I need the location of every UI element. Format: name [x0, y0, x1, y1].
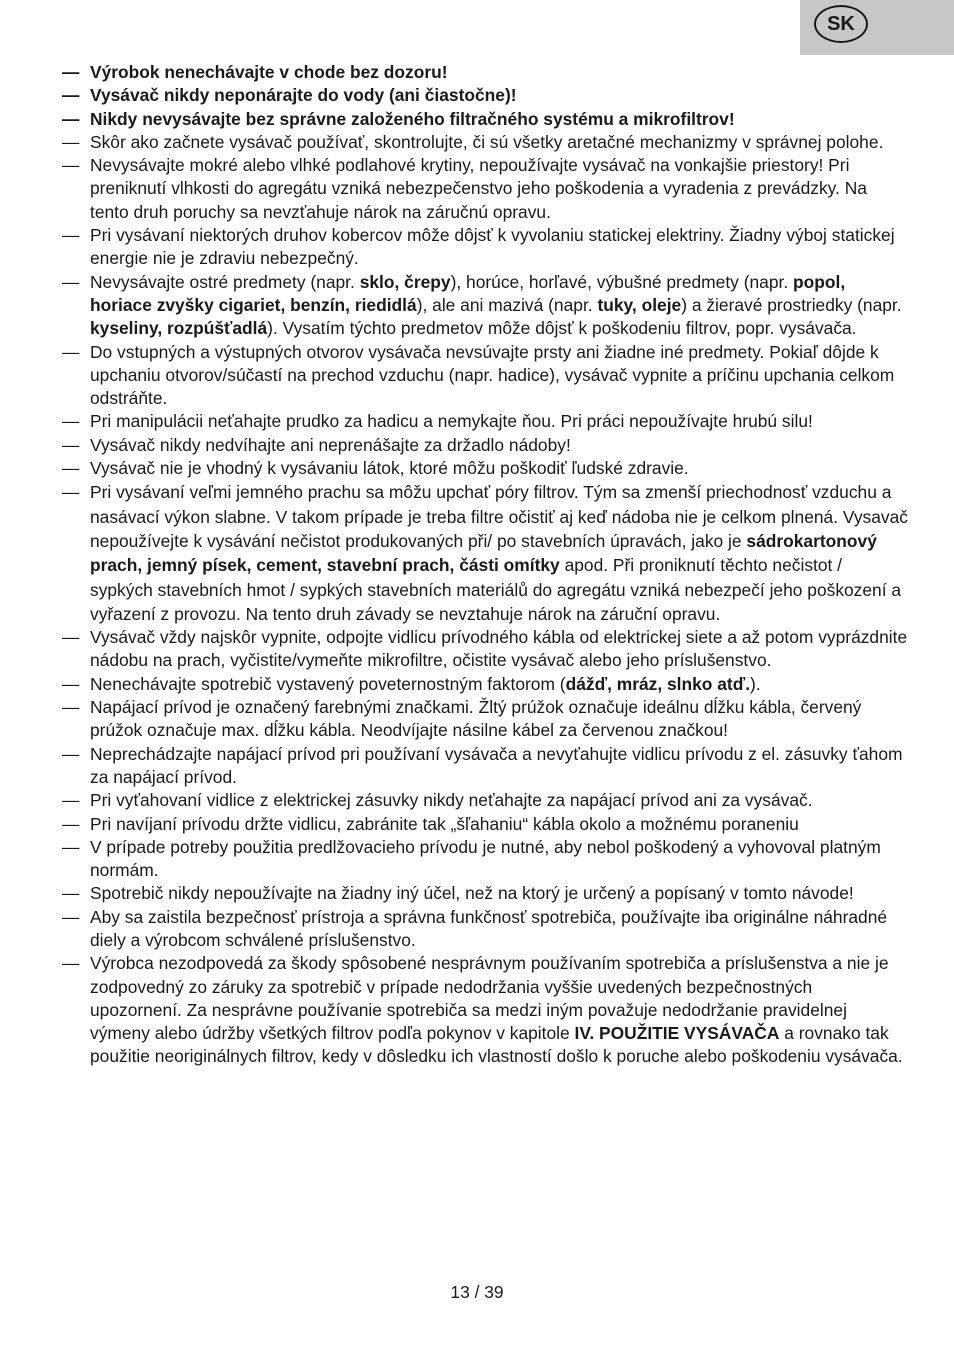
- emphasized-text: sádrokartonový prach, jemný písek, cement, stavební prach, části omítky: [90, 530, 877, 576]
- instruction-item: [62, 626, 908, 673]
- language-badge: SK: [814, 5, 868, 43]
- instruction-item: [62, 131, 908, 154]
- instruction-text: Do vstupných a výstupných otvorov vysávača nevsúvajte prsty ani žiadne iné predmety. Pokiaľ dôjde k upchaniu otvorov/súčastí na prechod vzduchu (napr. hadice), vysávač vypnite a príčinu upchania celkom odstráňte.: [90, 341, 895, 409]
- instruction-text: Výrobca nezodpovedá za škody spôsobené nesprávnym používaním spotrebiča a príslušenstva a nie je zodpovedný zo záruky za spotrebič v prípade nedodržania vyššie uvedených bezpečnostných upozornení. Za nesprávne používanie spotrebiča sa medzi iným považuje nedodržanie pravidelnej výmeny alebo údržby všetkých filtrov podľa pokynov v kapitole: [90, 953, 889, 1044]
- emphasized-text: kyseliny, rozpúšťadlá: [90, 318, 268, 339]
- instruction-item: [62, 673, 908, 696]
- instruction-item: [62, 743, 908, 790]
- instruction-item: [62, 882, 908, 905]
- instruction-text: ), horúce, horľavé, výbušné predmety (napr.: [450, 271, 793, 292]
- instruction-text: Vysávač nikdy neponárajte do vody (ani čiastočne)!: [90, 85, 517, 106]
- emphasized-text: popol, horiace zvyšky cigariet, benzín, riedidlá: [90, 271, 846, 315]
- instruction-item: [62, 696, 908, 743]
- instruction-text: Vysávač nie je vhodný k vysávaniu látok, ktoré môžu poškodiť ľudské zdravie.: [90, 458, 689, 479]
- emphasized-text: dážď, mráz, slnko atď.: [565, 673, 751, 694]
- instruction-text: Výrobok nenechávajte v chode bez dozoru!: [90, 62, 448, 82]
- instruction-text: Nevysávajte ostré predmety (napr.: [90, 271, 360, 292]
- instruction-text: Pri manipulácii neťahajte prudko za hadicu a nemykajte ňou. Pri práci nepoužívajte hrubú silu!: [90, 411, 813, 432]
- instruction-item: [62, 480, 908, 626]
- instruction-text: Vysávač vždy najskôr vypnite, odpojte vidlicu prívodného kábla od elektrickej siete a až potom vyprázdnite nádobu na prach, vyčistite/vymeňte mikrofiltre, očistite vysávač alebo jeho príslušenstvo.: [90, 627, 908, 671]
- instruction-item: [62, 906, 908, 953]
- instruction-text: ), ale ani mazivá (napr.: [416, 294, 598, 315]
- instruction-text: a rovnako tak použitie neoriginálnych filtrov, kedy v dôsledku ich vlastností došlo k poruche alebo poškodeniu vysávača.: [90, 1023, 903, 1067]
- instruction-item: [62, 154, 908, 224]
- instruction-item: [62, 813, 908, 836]
- page-number: 13 / 39: [450, 1282, 504, 1302]
- instruction-text: Pri vyťahovaní vidlice z elektrickej zásuvky nikdy neťahajte za napájací prívod ani za vysávač.: [90, 790, 813, 811]
- safety-instructions-list: [62, 61, 908, 1069]
- instruction-text: ) a žieravé prostriedky (napr.: [681, 294, 902, 315]
- instruction-text: V prípade potreby použitia predlžovacieho prívodu je nutné, aby nebol poškodený a vyhovoval platným normám.: [90, 836, 881, 881]
- instruction-item: [62, 341, 908, 411]
- instruction-text: Nikdy nevysávajte bez správne založeného filtračného systému a mikrofiltrov!: [90, 108, 735, 129]
- instruction-item: [62, 410, 908, 433]
- instruction-text: Neprechádzajte napájací prívod pri používaní vysávača a nevyťahujte vidlicu prívodu z el. zásuvky ťahom za napájací prívod.: [90, 743, 903, 787]
- instruction-text: Pri vysávaní niektorých druhov kobercov môže dôjsť k vyvolaniu statickej elektriny. Žiadny výboj statickej energie nie je zdraviu nebezpečný.: [90, 225, 895, 269]
- instruction-text: Napájací prívod je označený farebnými značkami. Žltý prúžok označuje ideálnu dĺžku kábla, červený prúžok označuje max. dĺžku kábla. Neodvíjajte násilne kábel za červenou značkou!: [90, 697, 862, 741]
- instruction-text: ).: [750, 673, 761, 694]
- language-tab: [800, 0, 954, 55]
- instruction-text: Nevysávajte mokré alebo vlhké podlahové krytiny, nepoužívajte vysávač na vonkajšie priestory! Pri preniknutí vlhkosti do agregátu vzniká nebezpečenstvo jeho poškodenia a vyradenia z prevádzky. Na tento druh poruchy sa nevzťahuje nárok na záručnú opravu.: [90, 155, 867, 222]
- instruction-item: [62, 84, 908, 107]
- instruction-text: Skôr ako začnete vysávač používať, skontrolujte, či sú všetky aretačné mechanizmy v správnej polohe.: [90, 131, 884, 152]
- instruction-text: Vysávač nikdy nedvíhajte ani neprenášajte za držadlo nádoby!: [90, 434, 571, 455]
- emphasized-text: sklo, črepy: [359, 271, 451, 292]
- instruction-text: Pri vysávaní veľmi jemného prachu sa môžu upchať póry filtrov. Tým sa zmenší priechodnosť vzduchu a nasávací výkon slabne. V takom prípade je treba filtre očistiť aj keď nádoba nie je celkom plnená. Vysavač nepoužívejte k vysávání nečistot produkovaných při/ po stavebních úpravách, jako je: [90, 482, 908, 551]
- instruction-item: [62, 952, 908, 1068]
- instruction-item: [62, 434, 908, 457]
- instruction-text: Aby sa zaistila bezpečnosť prístroja a správna funkčnosť spotrebiča, používajte iba originálne náhradné diely a výrobcom schválené príslušenstvo.: [90, 906, 888, 950]
- instruction-item: [62, 789, 908, 812]
- instruction-item: [62, 836, 908, 883]
- emphasized-text: IV. POUŽITIE VYSÁVAČA: [574, 1023, 780, 1044]
- instruction-text: apod. Při proniknutí těchto nečistot / sypkých stavebních hmot / sypkých stavebních materiálů do agregátu vzniká nebezpečí jeho poškození a vyřazení z provozu. Na tento druh závady se nevztahuje nárok na záruční opravu.: [90, 555, 902, 624]
- instruction-text: Pri navíjaní prívodu držte vidlicu, zabránite tak „šľahaniu“ kábla okolo a možnému poraneniu: [90, 813, 799, 834]
- instruction-text: ). Vysatím týchto predmetov môže dôjsť k poškodeniu filtrov, popr. vysávača.: [267, 318, 857, 339]
- instruction-item: [62, 224, 908, 271]
- instruction-text: Nenechávajte spotrebič vystavený poveternostným faktorom (: [90, 673, 566, 694]
- instruction-item: [62, 61, 908, 84]
- emphasized-text: tuky, oleje: [597, 294, 682, 315]
- instruction-item: [62, 457, 908, 480]
- instruction-text: Spotrebič nikdy nepoužívajte na žiadny iný účel, než na ktorý je určený a popísaný v tomto návode!: [90, 883, 854, 904]
- instruction-item: [62, 271, 908, 341]
- instruction-item: [62, 108, 908, 131]
